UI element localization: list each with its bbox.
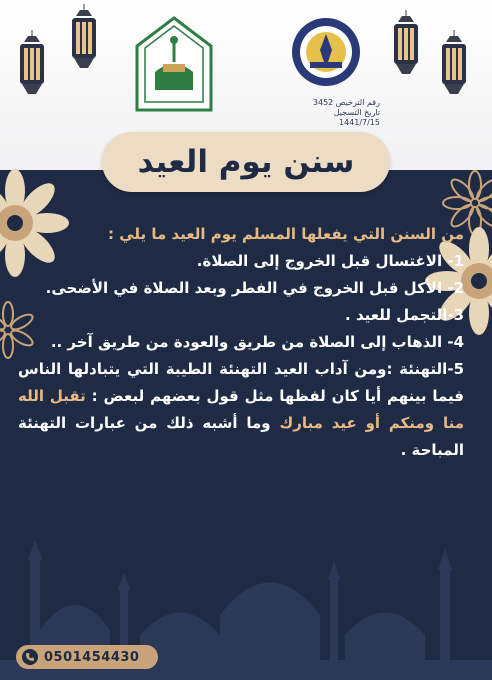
phone-badge[interactable] xyxy=(16,645,158,669)
list-item: 1- الاغتسال قبل الخروج إلى الصلاة. xyxy=(196,252,464,270)
list-item: 3-التجمل للعيد . xyxy=(345,306,464,324)
license-info xyxy=(300,98,380,128)
intro-text: من السنن التي يفعلها المسلم يوم العيد ما يلي : xyxy=(108,225,464,243)
lantern-icon xyxy=(388,10,424,82)
content-body xyxy=(18,222,464,602)
lantern-icon xyxy=(14,30,50,102)
list-item: 2- الأكل قبل الخروج في الفطر وبعد الصلاة في الأضحى. xyxy=(45,279,464,297)
lantern-icon xyxy=(436,30,472,102)
license-number: رقم الترخيص 3452 xyxy=(312,98,380,107)
registration-date: تاريخ التسجيل 1441/7/15 xyxy=(333,108,380,127)
page-title: سنن يوم العيد xyxy=(137,144,355,180)
greeting-text: تقبل الله منا ومنكم أو عيد مبارك xyxy=(18,387,465,432)
lantern-icon xyxy=(66,4,102,76)
phone-number: 0501454430 xyxy=(44,649,140,665)
title-banner xyxy=(102,132,390,192)
list-item: 4- الذهاب إلى الصلاة من طريق والعودة من طريق آخر .. xyxy=(50,333,464,351)
ministry-logo xyxy=(133,16,215,112)
association-logo xyxy=(290,16,362,88)
item-text: 5-التهنئة :ومن آداب العيد التهنئة الطيبة التي يتبادلها الناس فيما بينهم أيا كان لفظها مثل قول بعضهم لبعض : xyxy=(18,360,464,405)
phone-icon xyxy=(22,649,38,665)
list-item xyxy=(18,356,464,464)
closing-text: وما أشبه ذلك من عبارات التهنئة المباحة . xyxy=(18,414,464,459)
